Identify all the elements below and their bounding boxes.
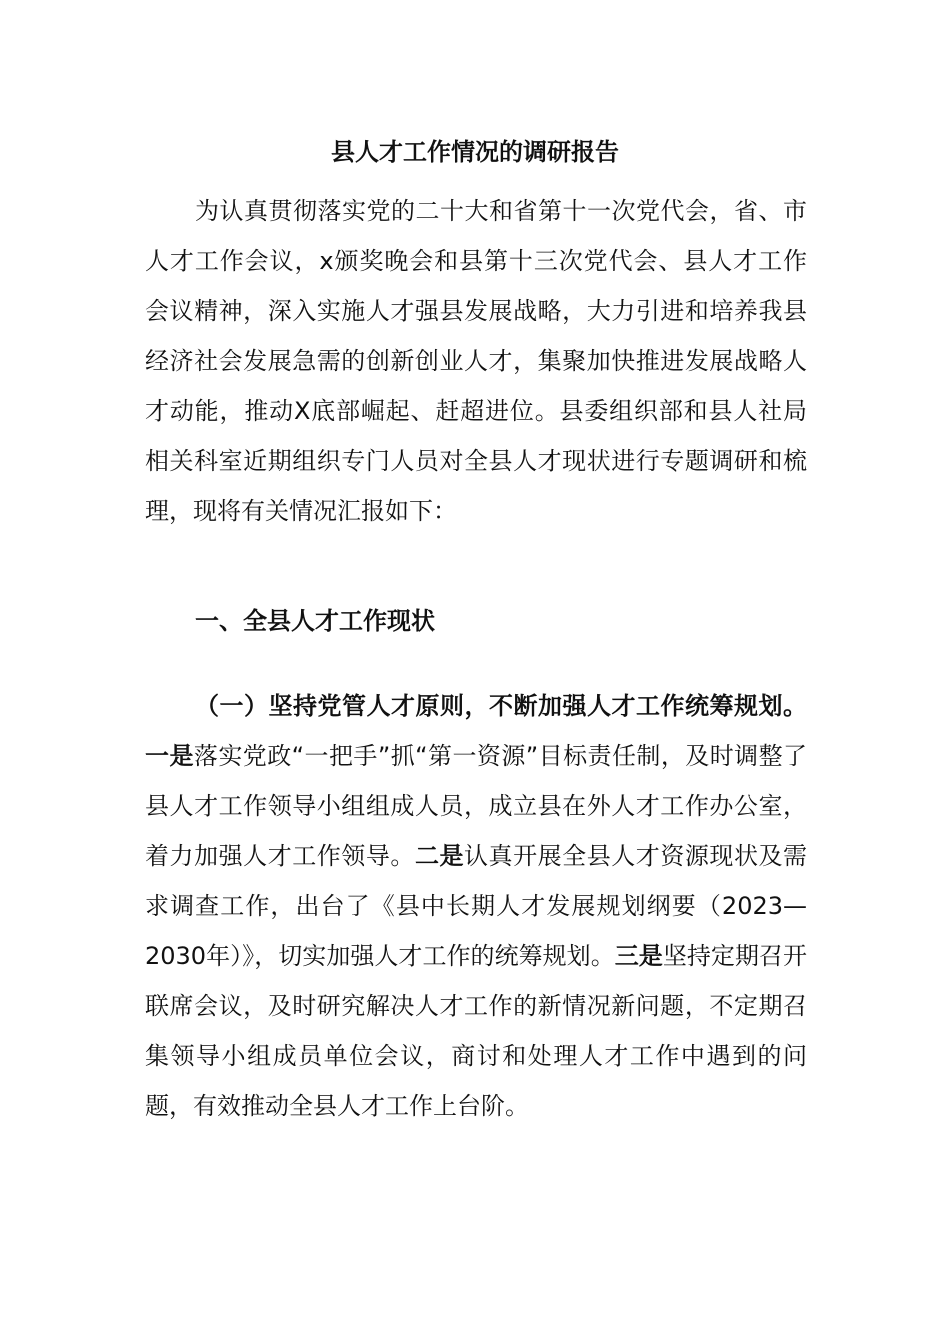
point-lead-2: 二是	[414, 842, 465, 870]
intro-paragraph: 为认真贯彻落实党的二十大和省第十一次党代会，省、市人才工作会议，x颁奖晚会和县第十三次党代会、县人才工作会议精神，深入实施人才强县发展战略，大力引进和培养我县经济社会发展急需的创新创业人才，集聚加快推进发展战略人才动能，推动X底部崛起、赶超进位。县委组织部和县人社局相关科室近期组织专门人员对全县人才现状进行专题调研和梳理，现将有关情况汇报如下：	[145, 197, 807, 525]
point-text-2: 认真开展全县人才资源现状及需求调查工作，出台了《县中长期人才发展规划纲要（2023—2030年）》，切实加强人才工作的统筹规划。	[145, 842, 808, 970]
section-heading: 一、全县人才工作现状	[195, 607, 435, 635]
subsection-paragraph	[145, 681, 807, 1131]
point-lead-1: 一是	[145, 742, 194, 770]
subsection-heading: （一）坚持党管人才原则，不断加强人才工作统筹规划。	[195, 692, 807, 720]
point-lead-3: 三是	[614, 942, 663, 970]
point-text-1: 落实党政“一把手”抓“第一资源”目标责任制，及时调整了县人才工作领导小组组成人员，成立县在外人才工作办公室，着力加强人才工作领导。	[145, 742, 808, 870]
point-text-3: 坚持定期召开联席会议，及时研究解决人才工作的新情况新问题，不定期召集领导小组成员单位会议，商讨和处理人才工作中遇到的问题，有效推动全县人才工作上台阶。	[145, 942, 808, 1120]
document-title: 县人才工作情况的调研报告	[331, 138, 619, 166]
